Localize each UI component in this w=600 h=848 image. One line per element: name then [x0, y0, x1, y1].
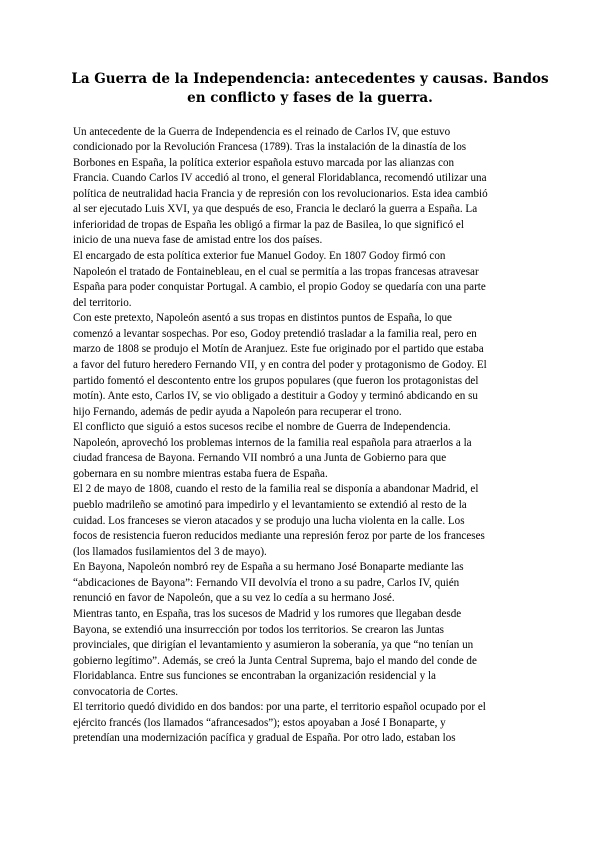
text-line: (los llamados fusilamientos del 3 de mayo). — [73, 545, 267, 558]
text-line: Floridablanca. Entre sus funciones se encontraban la organización residencial y la — [73, 670, 436, 683]
text-line: “abdicaciones de Bayona”: Fernando VII devolvía el trono a su padre, Carlos IV, quién — [73, 576, 460, 589]
text-line: Bayona, se extendió una insurrección por todos los territorios. Se crearon las Juntas — [73, 623, 444, 636]
text-line: provinciales, que dirigían el levantamiento y asumieron la soberanía, ya que “no tenían un — [73, 639, 474, 652]
text-line: cuidad. Los franceses se vieron atacados y se produjo una lucha violenta en la calle. Los — [73, 514, 465, 527]
text-line: del territorio. — [73, 296, 132, 309]
text-line: El 2 de mayo de 1808, cuando el resto de la familia real se disponía a abandonar Madrid, el — [73, 483, 479, 496]
paragraph — [73, 560, 531, 607]
paragraph — [73, 700, 531, 747]
text-line: Borbones en España, la política exterior española estuvo marcada por las alianzas con — [73, 156, 455, 169]
paragraph — [73, 420, 531, 482]
text-line: focos de resistencia fueron reducidos mediante una represión feroz por parte de los franceses — [73, 530, 485, 543]
text-line: En Bayona, Napoleón nombró rey de España a su hermano José Bonaparte mediante las — [73, 561, 464, 574]
document-body — [73, 125, 531, 748]
text-line: hijo Fernando, además de pedir ayuda a Napoleón para recuperar el trono. — [73, 405, 402, 418]
text-line: El encargado de esta política exterior fue Manuel Godoy. En 1807 Godoy firmó con — [73, 250, 446, 262]
text-line: Un antecedente de la Guerra de Independencia es el reinado de Carlos IV, que estuvo — [73, 125, 451, 138]
text-line: motín). Ante esto, Carlos IV, se vio obligado a destituir a Godoy y terminó abdicando en su — [73, 390, 478, 403]
document-title: La Guerra de la Independencia: antecedentes y causas. Bandos en conflicto y fases de la guerra. — [71, 71, 549, 106]
text-line: inferioridad de tropas de España les obligó a firmar la paz de Basilea, lo que significó el — [73, 218, 464, 231]
text-line: convocatoria de Cortes. — [73, 685, 179, 698]
text-line: al ser ejecutado Luis XVI, ya que después de eso, Francia le declaró la guerra a España. La — [73, 203, 478, 216]
text-line: Napoleón el tratado de Fontainebleau, en el cual se permitía a las tropas francesas atravesar — [73, 265, 479, 278]
text-line: condicionado por la Revolución Francesa (1789). Tras la instalación de la dinastía de los — [73, 141, 467, 154]
text-line: Mientras tanto, en España, tras los sucesos de Madrid y los rumores que llegaban desde — [73, 607, 462, 620]
paragraph — [73, 482, 531, 560]
text-line: renunció en favor de Napoleón, que a su vez lo cedía a su hermano José. — [73, 592, 395, 605]
text-line: El conflicto que siguió a estos sucesos recibe el nombre de Guerra de Independencia. — [73, 421, 451, 434]
text-line: Francia. Cuando Carlos IV accedió al trono, el general Floridablanca, recomendó utilizar una — [73, 172, 487, 185]
text-line: Napoleón, aprovechó los problemas internos de la familia real española para atraerlos a la — [73, 436, 472, 449]
paragraph — [73, 249, 531, 311]
text-line: comenzó a levantar sospechas. Por eso, Godoy pretendió trasladar a la familia real, pero en — [73, 327, 477, 340]
text-line: inicio de una nueva fase de amistad entre los dos países. — [73, 234, 323, 247]
text-line: ejército francés (los llamados “afrancesados”); estos apoyaban a José I Bonaparte, y — [73, 716, 446, 729]
text-line: Con este pretexto, Napoleón asentó a sus tropas en distintos puntos de España, lo que — [73, 312, 452, 325]
text-line: política de neutralidad hacia Francia y de represión con los revolucionarios. Esta idea cambió — [73, 187, 488, 200]
paragraph — [73, 607, 531, 700]
text-line: gobierno legítimo”. Además, se creó la Junta Central Suprema, bajo el mando del conde de — [73, 654, 477, 667]
paragraph — [73, 125, 531, 250]
text-line: pretendían una modernización pacífica y gradual de España. Por otro lado, estaban los — [73, 732, 456, 745]
text-line: El territorio quedó dividido en dos bandos: por una parte, el territorio español ocupado por el — [73, 701, 486, 714]
text-line: España para poder conquistar Portugal. A cambio, el propio Godoy se quedaría con una parte — [73, 281, 486, 294]
text-line: partido fomentó el descontento entre los grupos populares (que fueron los protagonistas del — [73, 374, 479, 387]
text-line: marzo de 1808 se produjo el Motín de Aranjuez. Este fue originado por el partido que estaba — [73, 343, 484, 356]
text-line: pueblo madrileño se amotinó para impedirlo y el levantamiento se extendió al resto de la — [73, 499, 467, 511]
paragraph — [73, 311, 531, 420]
text-line: gobernara en su nombre mientras estaba fuera de España. — [73, 467, 328, 480]
text-line: ciudad francesa de Bayona. Fernando VII nombró a una Junta de Gobierno para que — [73, 452, 447, 465]
text-line: a favor del futuro heredero Fernando VII, y en contra del poder y protagonismo de Godoy. El — [73, 358, 487, 371]
